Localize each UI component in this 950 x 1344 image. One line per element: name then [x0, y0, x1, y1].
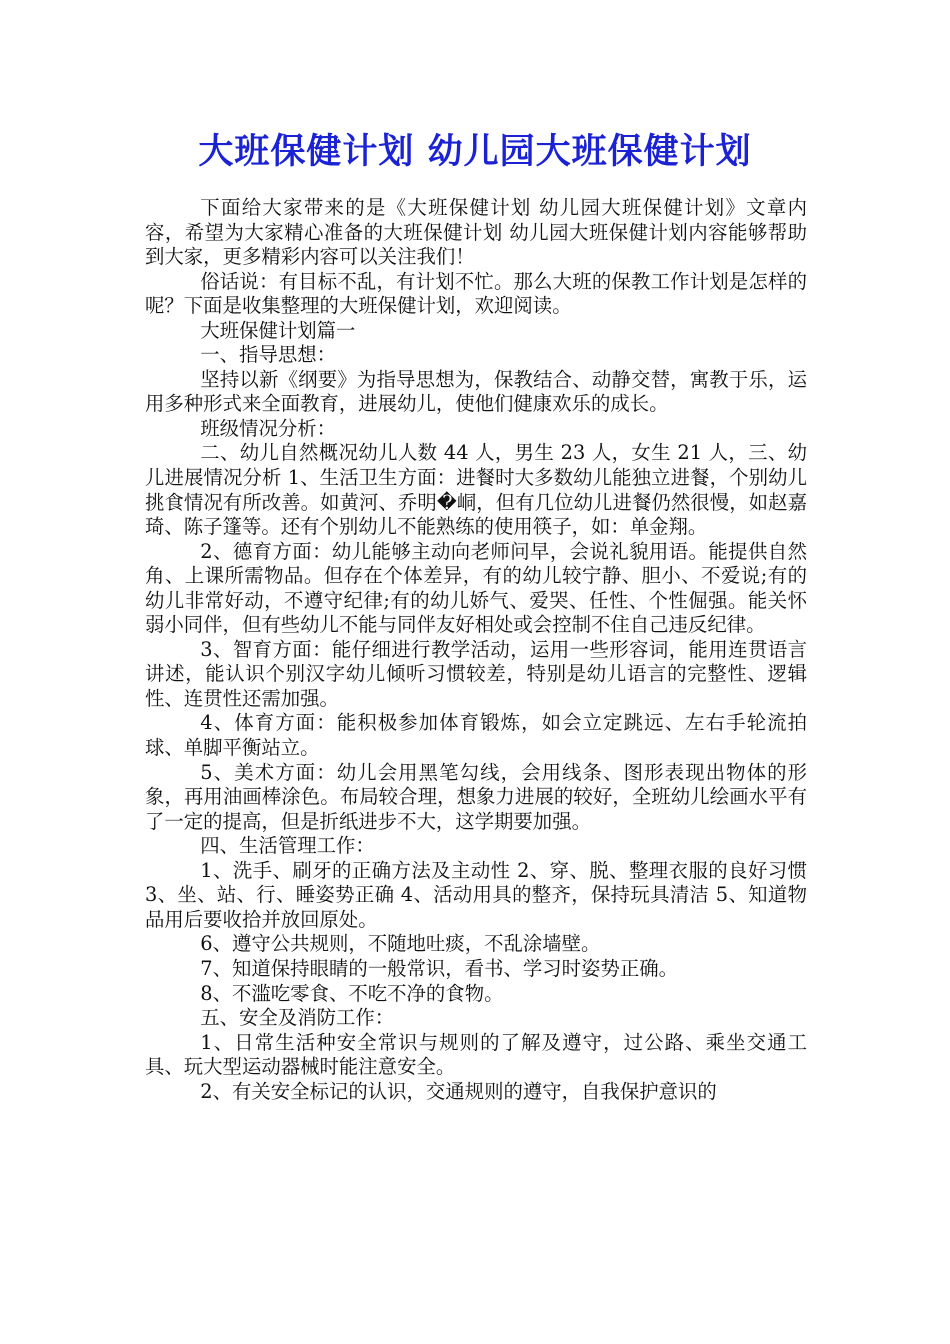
paragraph: 俗话说：有目标不乱，有计划不忙。那么大班的保教工作计划是怎样的呢？下面是收集整理的大班保健计划，欢迎阅读。: [145, 269, 807, 318]
paragraph: 3、智育方面：能仔细进行教学活动，运用一些形容词，能用连贯语言讲述，能认识个别汉字幼儿倾听习惯较差，特别是幼儿语言的完整性、逻辑性、连贯性还需加强。: [145, 637, 807, 710]
section-heading: 班级情况分析：: [200, 416, 337, 440]
paragraph: 坚持以新《纲要》为指导思想为，保教结合、动静交替，寓教于乐，运用多种形式来全面教育，进展幼儿，使他们健康欢乐的成长。: [145, 367, 807, 416]
section-heading: 一、指导思想：: [200, 343, 337, 367]
paragraph: 2、德育方面：幼儿能够主动向老师问早，会说礼貌用语。能提供自然角、上课所需物品。但存在个体差异，有的幼儿较宁静、胆小、不爱说;有的幼儿非常好动，不遵守纪律;有的幼儿娇气、爱哭、任性、个性倔强。能关怀弱小同伴，但有些幼儿不能与同伴友好相处或会控制不住自己违反纪律。: [145, 539, 807, 637]
paragraph: 二、幼儿自然概况幼儿人数 44 人，男生 23 人，女生 21 人，三、幼儿进展情况分析 1、生活卫生方面：进餐时大多数幼儿能独立进餐，个别幼儿挑食情况有所改善。如黄河、乔明�峒，但有几位幼儿进餐仍然很慢，如赵嘉琦、陈子篷等。还有个别幼儿不能熟练的使用筷子，如：单金翔。: [145, 441, 807, 539]
paragraph: 下面给大家带来的是《大班保健计划 幼儿园大班保健计划》文章内容，希望为大家精心准备的大班保健计划 幼儿园大班保健计划内容能够帮助到大家，更多精彩内容可以关注我们！: [145, 196, 807, 269]
section-heading: 大班保健计划篇一: [200, 318, 356, 342]
section-heading: 四、生活管理工作：: [200, 834, 375, 858]
paragraph: 7、知道保持眼睛的一般常识，看书、学习时姿势正确。: [200, 956, 678, 980]
paragraph: 6、遵守公共规则，不随地吐痰，不乱涂墙壁。: [200, 932, 601, 956]
paragraph: 2、有关安全标记的认识，交通规则的遵守，自我保护意识的: [200, 1079, 717, 1103]
paragraph: 8、不滥吃零食、不吃不净的食物。: [200, 981, 504, 1005]
paragraph: 5、美术方面：幼儿会用黑笔勾线，会用线条、图形表现出物体的形象，再用油画棒涂色。布局较合理，想象力进展的较好，全班幼儿绘画水平有了一定的提高，但是折纸进步不大，这学期要加强。: [145, 760, 807, 833]
document-body: [145, 196, 807, 1104]
document-title: 大班保健计划 幼儿园大班保健计划: [198, 131, 752, 172]
paragraph: 1、洗手、刷牙的正确方法及主动性 2、穿、脱、整理衣服的良好习惯 3、坐、站、行、睡姿势正确 4、活动用具的整齐，保持玩具清洁 5、知道物品用后要收拾并放回原处。: [145, 858, 807, 931]
paragraph: 1、日常生活种安全常识与规则的了解及遵守，过公路、乘坐交通工具、玩大型运动器械时能注意安全。: [145, 1030, 807, 1079]
paragraph: 4、体育方面：能积极参加体育锻炼，如会立定跳远、左右手轮流拍球、单脚平衡站立。: [145, 711, 807, 760]
section-heading: 五、安全及消防工作：: [200, 1006, 395, 1030]
